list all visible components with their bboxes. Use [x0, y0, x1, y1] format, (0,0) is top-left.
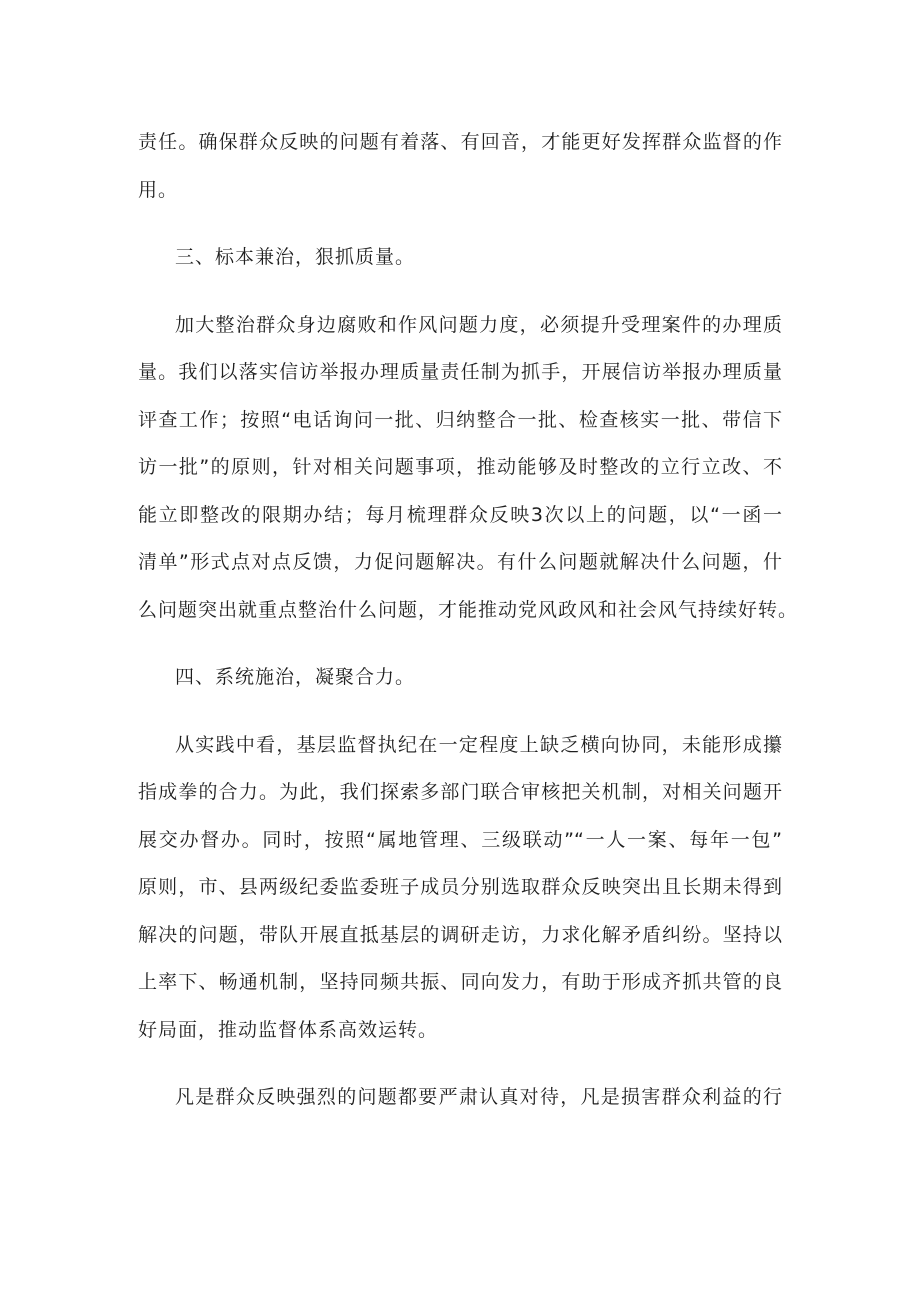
section-heading: 四、系统施治，凝聚合力。 [175, 666, 416, 688]
text-line: 责任。确保群众反映的问题有着落、有回音，才能更好发挥群众监督的作 [138, 131, 782, 153]
text-line: 加大整治群众身边腐败和作风问题力度，必须提升受理案件的办理质 [175, 313, 782, 336]
paragraph-synergy [138, 722, 782, 1055]
text-line: 解决的问题，带队开展直抵基层的调研走访，力求化解矛盾纠纷。坚持以 [138, 923, 782, 946]
text-line: 指成拳的合力。为此，我们探索多部门联合审核把关机制，对相关问题开 [138, 781, 782, 803]
section-heading-four [138, 654, 782, 702]
text-line: 上率下、畅通机制，坚持同频共振、同向发力，有助于形成齐抓共管的良 [138, 971, 782, 993]
document-body [138, 119, 799, 1142]
paragraph-continuation [138, 119, 782, 214]
text-line: 评查工作；按照“电话询问一批、归纳整合一批、检查核实一批、带信下 [138, 408, 782, 431]
text-line: 清单”形式点对点反馈，力促问题解决。有什么问题就解决什么问题，什 [138, 551, 782, 573]
text-line: 展交办督办。同时，按照“属地管理、三级联动”“一人一案、每年一包” [138, 828, 782, 851]
section-heading-three [138, 234, 782, 282]
text-line: 从实践中看，基层监督执纪在一定程度上缺乏横向协同，未能形成攥 [175, 733, 782, 756]
text-line: 量。我们以落实信访举报办理质量责任制为抓手，开展信访举报办理质量 [138, 361, 782, 383]
text-line: 能立即整改的限期办结；每月梳理群众反映3次以上的问题，以“一函一 [138, 503, 782, 526]
text-line: 访一批”的原则，针对相关问题事项，推动能够及时整改的立行立改、不 [138, 456, 782, 478]
text-line: 用。 [138, 178, 179, 201]
paragraph-quality [138, 302, 799, 635]
section-heading: 三、标本兼治，狠抓质量。 [175, 246, 416, 268]
paragraph-continues [138, 1074, 782, 1122]
text-line: 么问题突出就重点整治什么问题，才能推动党风政风和社会风气持续好转。 [138, 598, 799, 621]
text-line: 好局面，推动监督体系高效运转。 [138, 1018, 439, 1041]
text-line: 原则，市、县两级纪委监委班子成员分别选取群众反映突出且长期未得到 [138, 876, 782, 898]
text-line: 凡是群众反映强烈的问题都要严肃认真对待，凡是损害群众利益的行 [175, 1086, 782, 1108]
